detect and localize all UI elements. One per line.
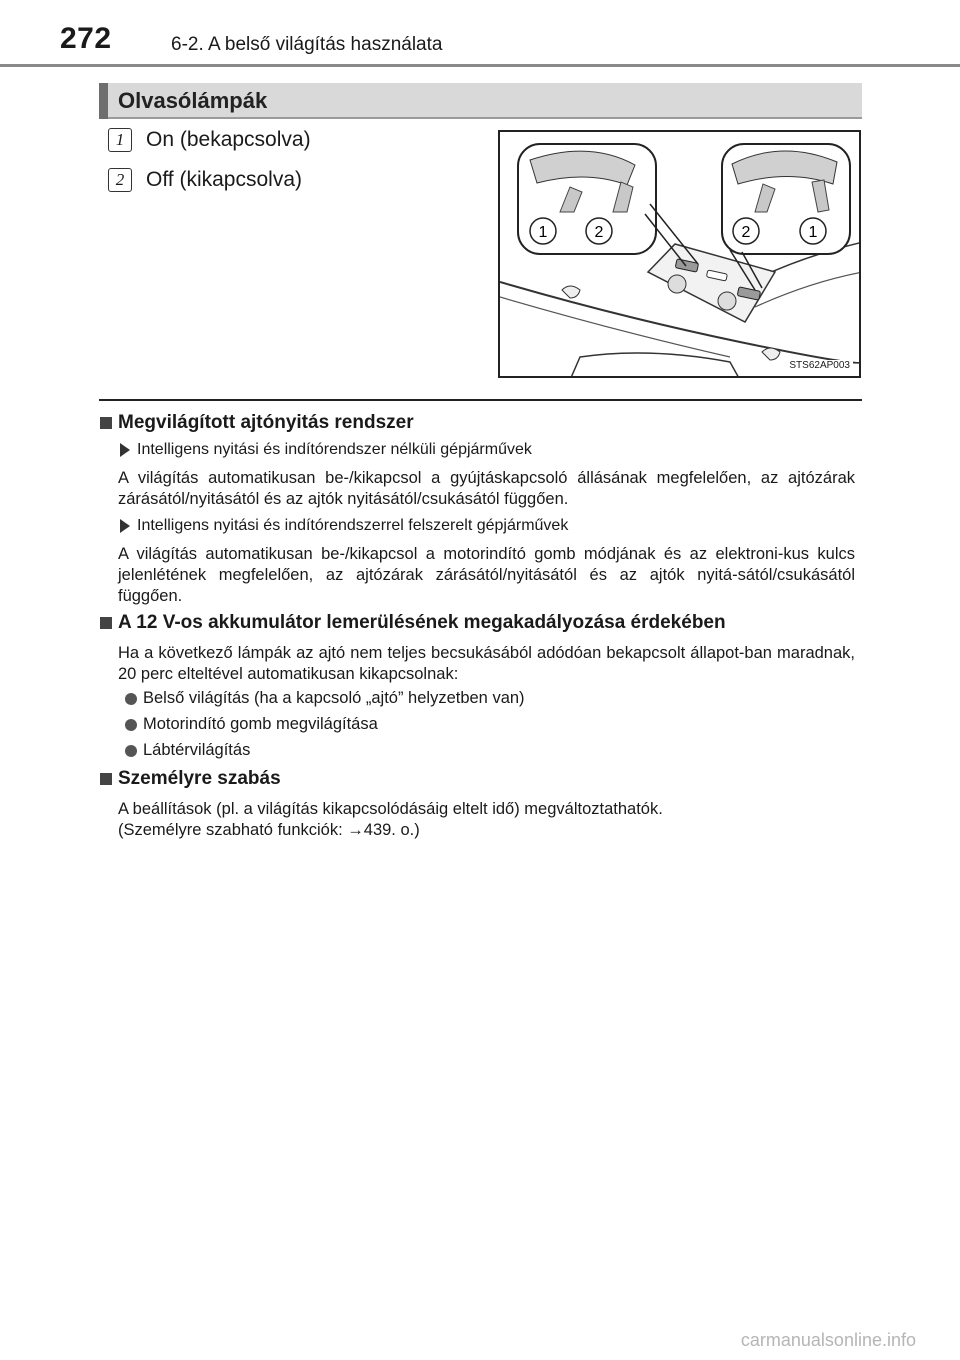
sub-heading-smart-key: [120, 517, 568, 535]
heading-text: Megvilágított ajtónyitás rendszer: [118, 412, 414, 433]
heading-text: A 12 V-os akkumulátor lemerülésének megakadályozása érdekében: [118, 612, 726, 633]
numbered-item-on: [108, 125, 311, 155]
heading-illuminated-entry: [100, 412, 414, 434]
bullet-dot-icon: [125, 719, 137, 731]
heading-square-icon: [100, 417, 112, 429]
section-title: Olvasólámpák: [118, 88, 268, 113]
paragraph-battery-saver: Ha a következő lámpák az ajtó nem teljes becsukásából adódóan bekapcsolt állapot-ban maradnak, 20 perc elteltével automatikusan kikapcsolnak:: [118, 644, 855, 683]
heading-customization: [100, 768, 281, 790]
numbered-item-text: On (bekapcsolva): [146, 128, 311, 151]
figure-code: STS62AP003: [786, 360, 853, 371]
bullet-item: [125, 715, 378, 734]
bullet-text: Lábtérvilágítás: [143, 741, 251, 759]
page-number: 272: [60, 22, 112, 55]
illustration-drawing: [500, 132, 861, 378]
paragraph-no-smart-key: A világítás automatikusan be-/kikapcsol a gyújtáskapcsoló állásának megfelelően, az ajtózárak zárásától/nyitásától és az ajtók nyitásától/csukásától függően.: [118, 469, 855, 508]
paragraph-smart-key: A világítás automatikusan be-/kikapcsol a motorindító gomb módjának és az elektroni-kus kulcs jelenlétének megfelelően, az ajtózárak zárásától/nyitásától és az ajtók nyitá-sától/csukásától függően.: [118, 545, 855, 605]
triangle-arrow-icon: [120, 443, 130, 457]
sub-heading-text: Intelligens nyitási és indítórendszerrel felszerelt gépjárművek: [137, 517, 569, 534]
bullet-item: [125, 741, 250, 760]
number-badge: 2: [108, 168, 132, 192]
heading-battery-saver: [100, 612, 726, 634]
sub-heading-no-smart-key: [120, 441, 532, 459]
bullet-item: [125, 689, 525, 708]
sub-heading-text: Intelligens nyitási és indítórendszer nélküli gépjárművek: [137, 441, 532, 458]
bullet-text: Motorindító gomb megvilágítása: [143, 715, 378, 733]
paragraph-customization-line1: A beállítások (pl. a világítás kikapcsolódásáig eltelt idő) megváltoztathatók.: [118, 800, 663, 818]
numbered-item-off: [108, 165, 302, 195]
callout-left-1: 1: [538, 224, 548, 241]
bullet-text: Belső világítás (ha a kapcsoló „ajtó” helyzetben van): [143, 689, 525, 707]
callout-right-2: 2: [741, 224, 751, 241]
reading-lamp-illustration: [498, 130, 861, 378]
heading-square-icon: [100, 773, 112, 785]
header-rule: [0, 64, 960, 67]
running-head: 6-2. A belső világítás használata: [171, 34, 443, 55]
heading-text: Személyre szabás: [118, 768, 281, 789]
bullet-dot-icon: [125, 745, 137, 757]
number-badge: 1: [108, 128, 132, 152]
triangle-arrow-icon: [120, 519, 130, 533]
section-title-bar: [99, 83, 862, 119]
heading-square-icon: [100, 617, 112, 629]
section-divider: [99, 399, 862, 401]
callout-right-1: 1: [808, 224, 818, 241]
watermark: carmanualsonline.info: [740, 1330, 916, 1350]
callout-left-2: 2: [594, 224, 604, 241]
bullet-dot-icon: [125, 693, 137, 705]
section-tab-marker: [99, 83, 108, 119]
paragraph-customization-line2: (Személyre szabható funkciók: →439. o.): [118, 821, 420, 839]
numbered-item-text: Off (kikapcsolva): [146, 168, 302, 191]
